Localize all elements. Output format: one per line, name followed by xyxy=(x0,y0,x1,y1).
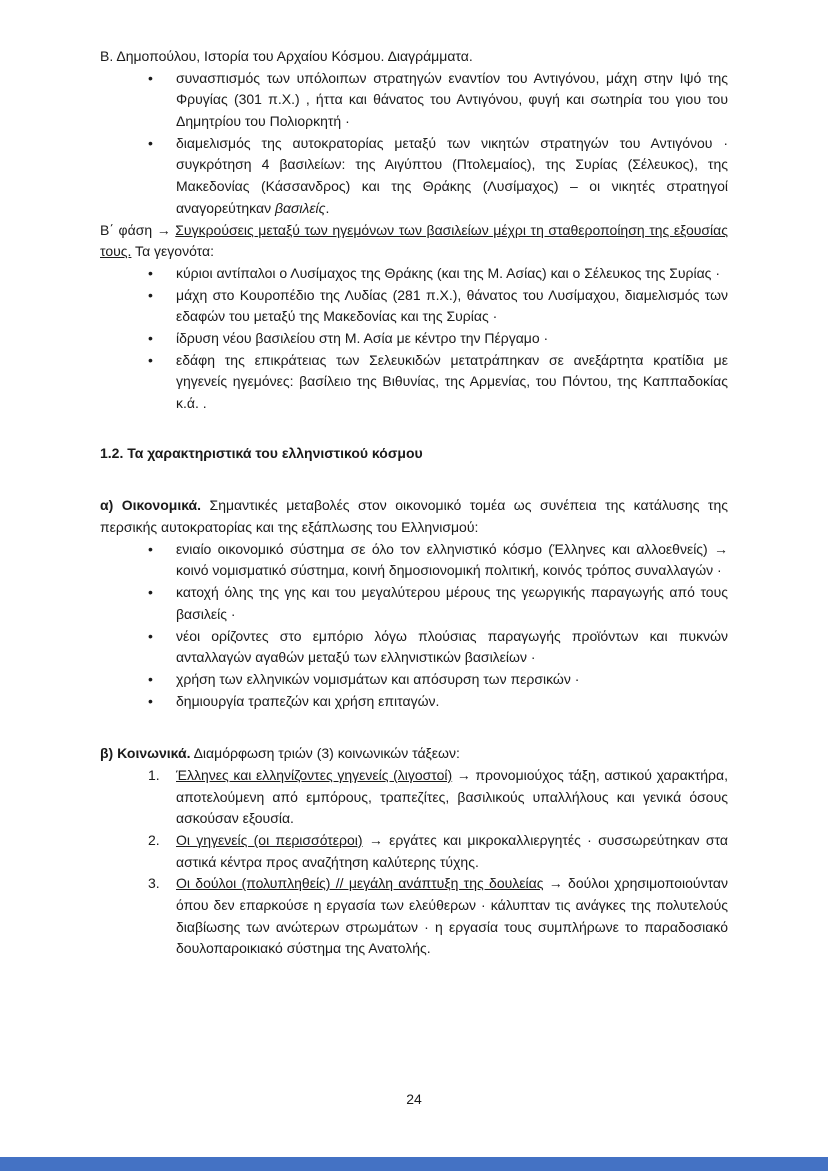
bullet-item xyxy=(176,328,728,350)
text-segment: νέοι ορίζοντες στο εμπόριο λόγω πλούσιας παραγωγής προϊόντων και πυκνών ανταλλαγών αγαθών μεταξύ των ελληνιστικών βασιλείων · xyxy=(176,627,728,666)
page-number: 24 xyxy=(406,1091,422,1108)
text-segment: εδάφη της επικράτειας των Σελευκιδών μετατράπηκαν σε ανεξάρτητα κρατίδια με γηγενείς ηγεμόνες: βασίλειο της Βιθυνίας, της Αρμενίας, του Πόντου, της Καππαδοκίας κ.ά. . xyxy=(176,351,728,411)
numbered-item xyxy=(148,873,728,960)
bullet-item xyxy=(176,582,728,625)
text-segment: . xyxy=(325,199,330,216)
text-segment: → δούλοι χρησιμοποιούνταν όπου δεν επαρκούσε η εργασία των ελεύθερων · κάλυπταν τις ανάγκες της πολυτελούς διαβίωσης των ανώτερων στρωμάτων · η εργασία τους συμπλήρωνε το παραδοσιακό δουλοπαροικιακό σύστημα της Ανατολής. xyxy=(176,875,728,957)
text-segment-underline: Έλληνες και ελληνίζοντες γηγενείς (λιγοστοί) xyxy=(176,766,453,783)
text-segment: Σημαντικές μεταβολές στον οικονομικό τομέα ως συνέπεια της κατάλυσης της περσικής αυτοκρατορίας και της εξάπλωσης του Ελληνισμού: xyxy=(100,497,728,536)
phase-b-paragraph xyxy=(100,220,728,263)
phase-a-bullet-list xyxy=(100,68,728,220)
social-label: β) Κοινωνικά. xyxy=(100,745,191,762)
item-number: 3. xyxy=(148,875,160,892)
social-classes-list xyxy=(100,765,728,960)
numbered-item xyxy=(148,765,728,830)
phase-b-events-list xyxy=(100,263,728,415)
text-segment: κύριοι αντίπαλοι ο Λυσίμαχος της Θράκης (και της Μ. Ασίας) και ο Σέλευκος της Συρίας · xyxy=(176,264,720,281)
text-segment-underline: Συγκρούσεις μεταξύ των ηγεμόνων των βασιλείων μέχρι τη σταθεροποίηση της εξουσίας τους. xyxy=(100,221,728,260)
document-header: Β. Δημοπούλου, Ιστορία του Αρχαίου Κόσμου. Διαγράμματα. xyxy=(100,48,473,64)
text-segment: ίδρυση νέου βασιλείου στη Μ. Ασία με κέντρο την Πέργαμο · xyxy=(176,329,549,346)
text-segment: Τα γεγονότα: xyxy=(131,243,214,260)
bullet-item xyxy=(176,263,728,285)
numbered-item xyxy=(148,830,728,873)
social-paragraph xyxy=(100,743,728,765)
text-segment: κατοχή όλης της γης και του μεγαλύτερου μέρους της γεωργικής παραγωγής από τους βασιλείς · xyxy=(176,584,728,622)
bullet-item xyxy=(176,539,728,582)
bullet-item xyxy=(176,68,728,133)
bullet-item xyxy=(176,669,728,691)
text-segment: → εργάτες και μικροκαλλιεργητές · συσσωρεύτηκαν στα αστικά κέντρα προς αναζήτηση καλύτερης τύχης. xyxy=(176,832,728,870)
item-number: 1. xyxy=(148,766,160,783)
text-segment-underline: Οι δούλοι (πολυπληθείς) // μεγάλη ανάπτυξη της δουλείας xyxy=(176,875,544,892)
text-segment: συνασπισμός των υπόλοιπων στρατηγών εναντίον του Αντιγόνου, μάχη στην Ιψό της Φρυγίας (301 π.Χ.) , ήττα και θάνατος του Αντιγόνου, φυγή και σωτηρία του γιου του Δημητρίου του Πολιορκητή · xyxy=(176,69,728,130)
next-page-blue-bar xyxy=(0,1157,828,1171)
bullet-item xyxy=(176,626,728,669)
text-segment: Β΄ φάση → xyxy=(100,221,176,238)
text-segment: μάχη στο Κουροπέδιο της Λυδίας (281 π.Χ.), θάνατος του Λυσίμαχου, διαμελισμός των εδαφών του μεταξύ της Μακεδονίας και της Συρίας · xyxy=(176,286,728,325)
bullet-item xyxy=(176,285,728,328)
economic-bullet-list xyxy=(100,539,728,713)
text-segment: διαμελισμός της αυτοκρατορίας μεταξύ των νικητών στρατηγών του Αντιγόνου · συγκρότηση 4 βασιλείων: της Αιγύπτου (Πτολεμαίος), της Συρίας (Σέλευκος), της Μακεδονίας (Κάσσανδρος) και της Θράκης (Λυσίμαχος) – οι νικητές στρατηγοί αναγορεύτηκαν xyxy=(176,134,728,216)
text-segment: δημιουργία τραπεζών και χρήση επιταγών. xyxy=(176,692,440,709)
text-segment: Διαμόρφωση τριών (3) κοινωνικών τάξεων: xyxy=(190,745,460,762)
economic-paragraph xyxy=(100,495,728,538)
text-segment-underline: Οι γηγενείς (οι περισσότεροι) xyxy=(176,832,363,848)
text-segment-italic: βασιλείς xyxy=(274,199,326,216)
text-segment: χρήση των ελληνικών νομισμάτων και απόσυρση των περσικών · xyxy=(176,670,580,687)
item-number: 2. xyxy=(148,832,160,848)
bullet-item xyxy=(176,350,728,415)
bullet-item xyxy=(176,133,728,220)
bullet-item xyxy=(176,691,728,713)
section-heading: 1.2. Τα χαρακτηριστικά του ελληνιστικού κόσμου xyxy=(100,444,423,461)
text-segment: ενιαίο οικονομικό σύστημα σε όλο τον ελληνιστικό κόσμο (Έλληνες και αλλοεθνείς) → κοινό νομισματικό σύστημα, κοινή δημοσιονομική πολιτική, κοινός τρόπος συναλλαγών · xyxy=(176,540,728,579)
economic-label: α) Οικονομικά. xyxy=(100,497,202,514)
text-segment: → προνομιούχος τάξη, αστικού χαρακτήρα, αποτελούμενη από εμπόρους, τραπεζίτες, βασιλικούς υπαλλήλους και γενικά όσους ασκούσαν εξουσία. xyxy=(176,766,728,827)
